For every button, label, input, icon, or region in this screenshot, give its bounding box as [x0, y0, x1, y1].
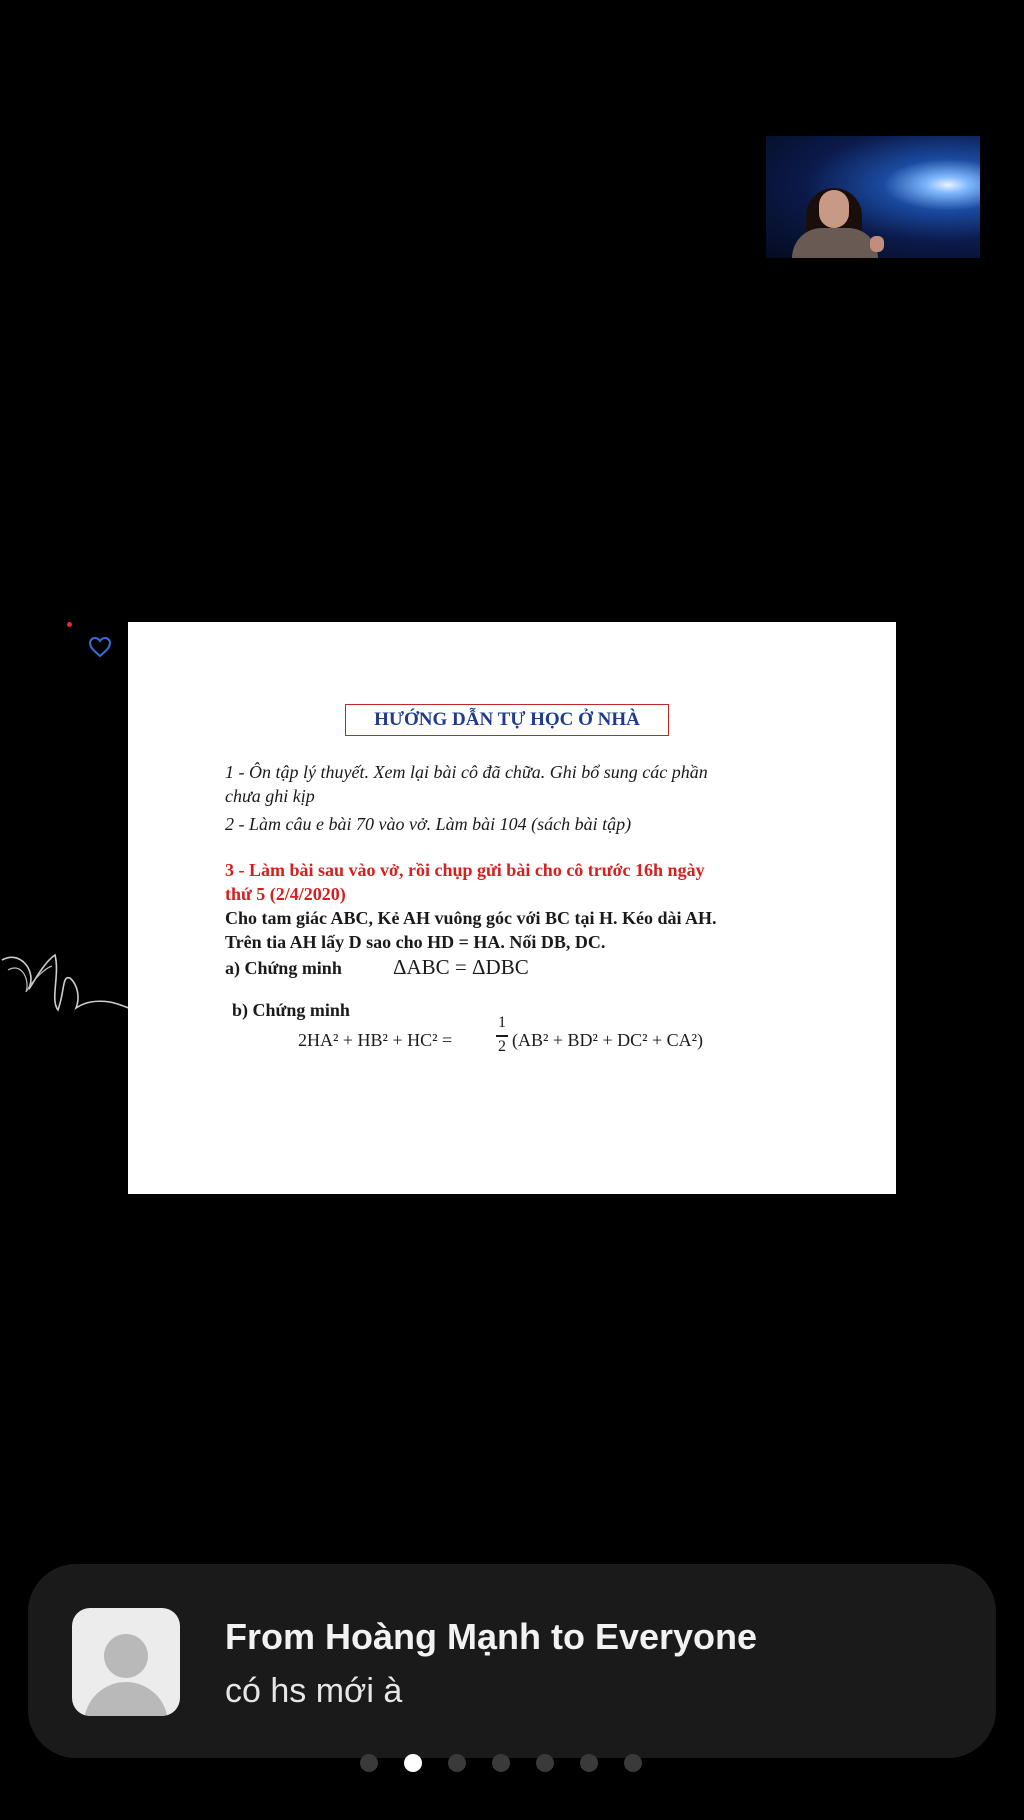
problem-statement: Cho tam giác ABC, Kẻ AH vuông góc với BC tại H. Kéo dài AH. [225, 908, 717, 928]
chat-message: có hs mới à [225, 1672, 403, 1710]
instruction-item-1: 1 - Ôn tập lý thuyết. Xem lại bài cô đã chữa. Ghi bổ sung các phần [225, 762, 708, 782]
speaker-video-thumbnail[interactable] [766, 136, 980, 258]
speaker-face [819, 190, 849, 228]
part-b-fraction-denominator: 2 [498, 1038, 506, 1055]
instruction-item-1-cont: chưa ghi kịp [225, 786, 315, 806]
page-dot[interactable] [492, 1754, 510, 1772]
instruction-item-2: 2 - Làm câu e bài 70 vào vở. Làm bài 104 (sách bài tập) [225, 814, 632, 834]
part-b-fraction-bar [496, 1035, 508, 1037]
slide-title: HƯỚNG DẪN TỰ HỌC Ở NHÀ [345, 704, 669, 736]
avatar-placeholder-icon [72, 1608, 180, 1716]
heart-icon[interactable] [88, 636, 112, 658]
page-dot[interactable] [624, 1754, 642, 1772]
page-indicator[interactable] [360, 1752, 660, 1774]
problem-statement-cont: Trên tia AH lấy D sao cho HD = HA. Nối DB, DC. [225, 932, 606, 952]
avatar-shoulders [84, 1682, 168, 1716]
part-b-equation-right: (AB² + BD² + DC² + CA²) [512, 1030, 704, 1050]
instruction-item-3-cont: thứ 5 (2/4/2020) [225, 884, 346, 904]
part-b-equation-left: 2HA² + HB² + HC² = [298, 1030, 453, 1050]
page-dot[interactable] [404, 1754, 422, 1772]
chat-notification-toast[interactable] [28, 1564, 996, 1758]
speaker-body [792, 228, 878, 258]
chat-sender: From Hoàng Mạnh to Everyone [225, 1616, 758, 1657]
page-dot[interactable] [580, 1754, 598, 1772]
speaker-hand [870, 236, 884, 252]
instruction-item-3: 3 - Làm bài sau vào vở, rồi chụp gửi bài cho cô trước 16h ngày [225, 860, 705, 880]
part-b-fraction-numerator: 1 [498, 1014, 506, 1031]
avatar-head [104, 1634, 148, 1678]
page-dot[interactable] [536, 1754, 554, 1772]
page-dot[interactable] [360, 1754, 378, 1772]
part-b-label: b) Chứng minh [232, 1000, 350, 1020]
annotation-scribble [0, 930, 140, 1030]
shared-slide [128, 622, 896, 1194]
notification-dot [67, 622, 72, 627]
page-dot[interactable] [448, 1754, 466, 1772]
part-a-label: a) Chứng minh [225, 958, 342, 978]
part-a-equation: ΔABC = ΔDBC [393, 955, 529, 979]
